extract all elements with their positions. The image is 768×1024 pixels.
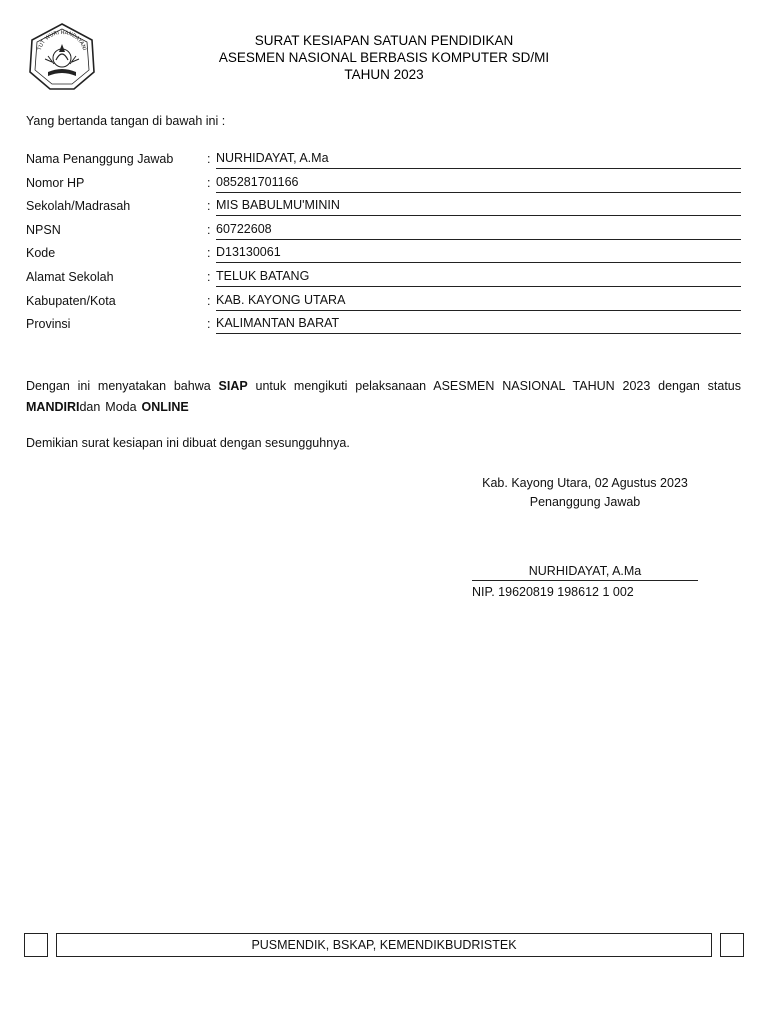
field-label: NPSN — [26, 222, 61, 237]
field-value: KAB. KAYONG UTARA — [216, 293, 741, 311]
field-label: Kabupaten/Kota — [26, 293, 116, 308]
field-colon: : — [207, 222, 211, 237]
field-colon: : — [207, 199, 211, 214]
field-row-alamat — [26, 268, 741, 292]
field-value: KALIMANTAN BARAT — [216, 316, 741, 334]
field-value: 085281701166 — [216, 175, 741, 193]
identity-fields — [26, 150, 741, 339]
statement-part-3: dan Moda — [79, 400, 142, 414]
statement-part-1: Dengan ini menyatakan bahwa — [26, 379, 219, 393]
signer-role: Penanggung Jawab — [529, 495, 641, 509]
title-line-3: TAHUN 2023 — [344, 67, 424, 82]
field-value: D13130061 — [216, 245, 741, 263]
place-date: Kab. Kayong Utara, 02 Agustus 2023 — [482, 476, 688, 490]
field-row-provinsi — [26, 315, 741, 339]
field-colon: : — [207, 269, 211, 284]
field-row-nama — [26, 150, 741, 174]
field-row-kode — [26, 244, 741, 268]
footer-label: PUSMENDIK, BSKAP, KEMENDIKBUDRISTEK — [56, 933, 712, 957]
field-value: NURHIDAYAT, A.Ma — [216, 151, 741, 169]
title-line-2: ASESMEN NASIONAL BERBASIS KOMPUTER SD/MI — [218, 50, 550, 65]
field-row-kabupaten — [26, 292, 741, 316]
intro-text: Yang bertanda tangan di bawah ini : — [26, 114, 226, 128]
status-siap: SIAP — [218, 379, 248, 393]
field-label: Nomor HP — [26, 175, 85, 190]
status-online: ONLINE — [141, 400, 189, 414]
field-value: MIS BABULMU'MININ — [216, 198, 741, 216]
field-row-npsn — [26, 221, 741, 245]
status-mandiri: MANDIRI — [26, 400, 80, 414]
field-colon: : — [207, 175, 211, 190]
closing-text: Demikian surat kesiapan ini dibuat dengan sesungguhnya. — [26, 436, 350, 450]
field-label: Sekolah/Madrasah — [26, 199, 131, 214]
footer-right-box — [720, 933, 744, 957]
document-title — [0, 29, 768, 83]
statement-part-2: untuk mengikuti pelaksanaan ASESMEN NASIONAL TAHUN 2023 dengan status — [247, 379, 741, 393]
field-value: 60722608 — [216, 222, 741, 240]
signer-name: NURHIDAYAT, A.Ma — [472, 564, 698, 581]
field-colon: : — [207, 317, 211, 332]
logo-motto: TUT WURI HANDAYANI — [36, 29, 88, 52]
field-colon: : — [207, 246, 211, 261]
field-colon: : — [207, 293, 211, 308]
field-label: Provinsi — [26, 317, 71, 332]
readiness-statement — [26, 376, 741, 418]
footer-left-box — [24, 933, 48, 957]
field-colon: : — [207, 152, 211, 166]
field-label: Kode — [26, 246, 56, 261]
signer-nip: NIP. 19620819 198612 1 002 — [472, 585, 634, 599]
field-row-sekolah — [26, 197, 741, 221]
field-label: Nama Penanggung Jawab — [26, 152, 174, 166]
signature-block — [472, 474, 698, 512]
field-value: TELUK BATANG — [216, 269, 741, 287]
field-label: Alamat Sekolah — [26, 269, 114, 284]
field-row-nomor-hp — [26, 174, 741, 198]
title-line-1: SURAT KESIAPAN SATUAN PENDIDIKAN — [254, 33, 514, 48]
